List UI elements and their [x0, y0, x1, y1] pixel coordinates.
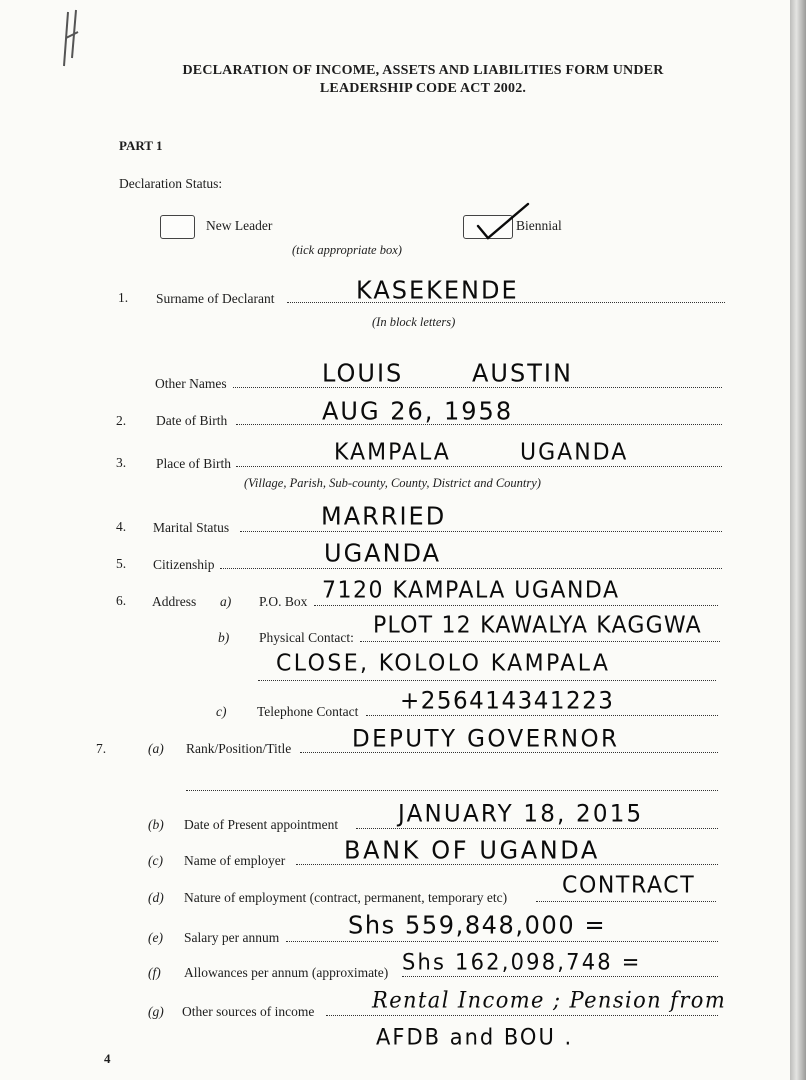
- tick-hint: (tick appropriate box): [292, 243, 402, 257]
- item-number: 4.: [116, 519, 127, 534]
- surname-value: KASEKENDE: [356, 275, 519, 305]
- surname-label: Surname of Declarant: [156, 291, 275, 306]
- pob-city: KAMPALA: [334, 439, 451, 466]
- nature-of-employment-value: CONTRACT: [562, 872, 696, 899]
- declaration-status-label: Declaration Status:: [119, 176, 223, 191]
- item-number: 1.: [118, 290, 129, 305]
- salary-value: Shs 559,848,000 =: [348, 910, 607, 940]
- other-income-label: Other sources of income: [182, 1004, 315, 1019]
- new-leader-checkbox[interactable]: [160, 215, 195, 239]
- dotted-line: [326, 1015, 718, 1016]
- address-sub-c: c): [216, 704, 227, 719]
- new-leader-label: New Leader: [206, 218, 273, 233]
- form-title-line1: DECLARATION OF INCOME, ASSETS AND LIABILITIES FORM UNDER: [182, 63, 664, 78]
- dotted-line: [236, 466, 722, 467]
- address-sub-a: a): [220, 594, 232, 609]
- pob-label: Place of Birth: [156, 456, 231, 471]
- other-names-label: Other Names: [155, 376, 227, 391]
- part-heading: PART 1: [119, 138, 163, 153]
- other-names-second: AUSTIN: [472, 358, 573, 388]
- dotted-line: [240, 531, 722, 532]
- dotted-line: [360, 641, 720, 642]
- telephone-label: Telephone Contact: [257, 704, 359, 719]
- appointment-value: JANUARY 18, 2015: [398, 800, 644, 828]
- allowances-label: Allowances per annum (approximate): [184, 965, 389, 980]
- dotted-line: [356, 828, 718, 829]
- item-number: 6.: [116, 593, 127, 608]
- address-sub-b: b): [218, 630, 230, 645]
- dotted-line: [258, 680, 716, 681]
- physical-contact-line2: CLOSE, KOLOLO KAMPALA: [276, 650, 611, 677]
- dotted-line: [366, 715, 718, 716]
- allowances-value: Shs 162,098,748 =: [402, 949, 642, 975]
- dob-value: AUG 26, 1958: [322, 396, 514, 426]
- pob-country: UGANDA: [520, 439, 629, 466]
- pob-hint: (Village, Parish, Sub-county, County, District and Country): [244, 476, 541, 490]
- dotted-line: [536, 901, 716, 902]
- rank-label: Rank/Position/Title: [186, 741, 292, 756]
- dotted-line: [314, 605, 718, 606]
- dotted-line: [286, 941, 718, 942]
- item-letter: (f): [148, 965, 161, 980]
- item-letter: (g): [148, 1004, 164, 1019]
- item-number: 2.: [116, 413, 127, 428]
- item-letter: (e): [148, 930, 163, 945]
- citizenship-label: Citizenship: [153, 557, 215, 572]
- dotted-line: [220, 568, 722, 569]
- appointment-label: Date of Present appointment: [184, 817, 339, 832]
- marital-value: MARRIED: [321, 501, 447, 531]
- rank-value: DEPUTY GOVERNOR: [352, 725, 620, 753]
- item-number: 5.: [116, 556, 127, 571]
- dob-label: Date of Birth: [156, 413, 228, 428]
- item-letter: (b): [148, 817, 164, 832]
- salary-label: Salary per annum: [184, 930, 280, 945]
- biennial-label: Biennial: [516, 218, 562, 233]
- marital-label: Marital Status: [153, 520, 230, 535]
- citizenship-value: UGANDA: [324, 538, 442, 568]
- other-income-line1: Rental Income ; Pension from: [372, 987, 727, 1013]
- address-label: Address: [152, 594, 197, 609]
- item-letter: (d): [148, 890, 164, 905]
- item-number: 7.: [96, 741, 107, 756]
- physical-contact-line1: PLOT 12 KAWALYA KAGGWA: [373, 612, 702, 639]
- nature-of-employment-label: Nature of employment (contract, permanent, temporary etc): [184, 890, 508, 905]
- pobox-label: P.O. Box: [259, 594, 308, 609]
- dotted-line: [402, 976, 718, 977]
- telephone-value: +256414341223: [400, 687, 615, 715]
- item-letter: (a): [148, 741, 164, 756]
- page-edge: [790, 0, 806, 1080]
- pobox-value: 7120 KAMPALA UGANDA: [322, 577, 620, 604]
- form-title-line2: LEADERSHIP CODE ACT 2002.: [319, 81, 527, 96]
- employer-value: BANK OF UGANDA: [344, 835, 600, 865]
- employer-label: Name of employer: [184, 853, 286, 868]
- other-names-first: LOUIS: [322, 358, 404, 388]
- item-number: 3.: [116, 455, 127, 470]
- other-income-line2: AFDB and BOU .: [376, 1024, 574, 1050]
- block-letters-hint: (In block letters): [372, 315, 456, 329]
- scan-mark: [58, 8, 84, 68]
- dotted-line: [186, 790, 718, 791]
- physical-contact-label: Physical Contact:: [259, 630, 354, 645]
- item-letter: (c): [148, 853, 163, 868]
- page-number: 4: [104, 1051, 111, 1066]
